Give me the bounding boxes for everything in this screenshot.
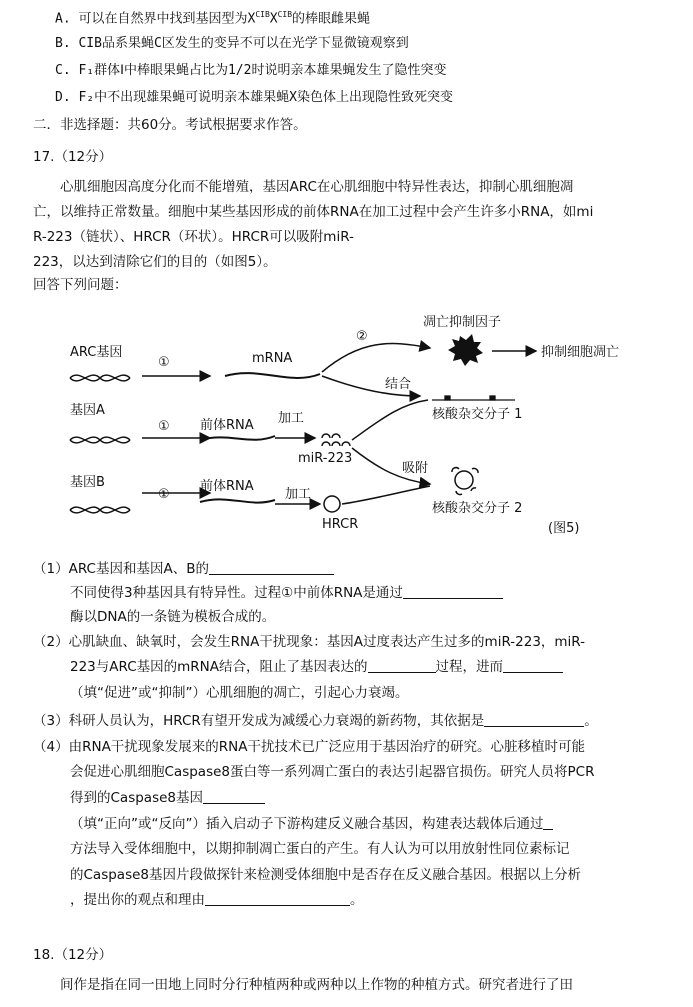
pre-rna-b-strand xyxy=(200,499,275,502)
q17-sub2-line2: 223与ARC基因的mRNA结合，阻止了基因表达的 过程，进而 xyxy=(70,658,563,676)
answer-blank-8[interactable] xyxy=(205,891,350,906)
label-inhibit-apoptosis: 抑制细胞凋亡 xyxy=(541,345,620,360)
label-hrcr: HRCR xyxy=(322,517,359,532)
option-b: B. CIB品系果蝇C区发生的变异不可以在光学下显微镜观察到 xyxy=(55,36,409,51)
arrow-mir-bind xyxy=(352,400,428,440)
step2: ② xyxy=(356,329,368,344)
apoptosis-inhibitor-icon xyxy=(448,334,483,366)
label-hybrid-1: 核酸杂交分子 1 xyxy=(432,407,523,422)
option-d: D. F₂中不出现雄果蝇可说明亲本雄果蝇X染色体上出现隐性致死突变 xyxy=(55,90,453,105)
label-pre-rna-b: 前体RNA xyxy=(200,479,254,494)
option-a: A. 可以在自然界中找到基因型为$X^{CIB}X^{CIB}$的棒眼雌果蝇 xyxy=(55,10,371,27)
hybrid-molecule-1-icon xyxy=(432,396,515,400)
mir-223-icon xyxy=(322,434,350,446)
q17-sub4-line5: 方法导入受体细胞中，以期抑制凋亡蛋白的产生。有人认为可以用放射性同位素标记 xyxy=(70,841,570,857)
arrow-translation xyxy=(322,344,430,372)
q17-sub3: （3）科研人员认为，HRCR有望开发成为减缓心力衰竭的新药物，其依据是 。 xyxy=(33,713,598,729)
q17-paragraph-line4: 223，以达到清除它们的目的（如图5）。 xyxy=(33,254,277,270)
step1-a: ① xyxy=(158,419,170,434)
figure-caption: (图5) xyxy=(548,521,580,536)
pre-rna-a-strand xyxy=(200,436,275,440)
answer-blank-5[interactable] xyxy=(484,712,584,727)
q17-sub4-line2: 会促进心肌细胞Caspase8蛋白等一系列凋亡蛋白的表达引起器官损伤。研究人员将PCR xyxy=(70,764,595,780)
label-process-b: 加工 xyxy=(285,487,312,502)
q17-sub4-line1: （4）由RNA干扰现象发展来的RNA干扰技术已广泛应用于基因治疗的研究。心脏移植时可能 xyxy=(33,739,586,755)
q18-paragraph-line1: 间作是指在同一田地上同时分行种植两种或两种以上作物的种植方式。研究者进行了田 xyxy=(60,977,573,993)
label-adsorb: 吸附 xyxy=(402,461,429,476)
answer-blank-7[interactable] xyxy=(543,815,553,830)
step1-b: ① xyxy=(158,487,170,502)
question-18-header: 18.（12分） xyxy=(33,947,113,963)
label-arc-gene: ARC基因 xyxy=(70,345,123,360)
q17-sub4-line3: 得到的Caspase8基因 xyxy=(70,789,265,807)
answer-blank-3[interactable] xyxy=(368,658,436,673)
q17-paragraph-line2: 亡，以维持正常数量。细胞中某些基因形成的前体RNA在加工过程中会产生许多小RNA，如mi xyxy=(33,204,594,220)
question-17-header: 17.（12分） xyxy=(33,149,113,165)
label-mrna: mRNA xyxy=(252,351,293,366)
hybrid-molecule-2-icon xyxy=(452,468,478,495)
q17-paragraph-line3: R-223（链状）、HRCR（环状）。HRCR可以吸附miR- xyxy=(33,229,354,245)
answer-blank-4[interactable] xyxy=(503,658,563,673)
q17-sub4-line4: （填“正向”或“反向”）插入启动子下游构建反义融合基因，构建表达载体后通过 xyxy=(70,815,553,833)
q17-sub4-line6: 的Caspase8基因片段做探针来检测受体细胞中是否存在反义融合基因。根据以上分析 xyxy=(70,867,582,883)
q17-sub2-line1: （2）心肌缺血、缺氧时，会发生RNA干扰现象：基因A过度表达产生过多的miR-223，miR- xyxy=(33,634,586,650)
q17-sub1-line2: 不同使得3种基因具有特异性。过程①中前体RNA是通过 xyxy=(70,584,503,602)
label-process-a: 加工 xyxy=(278,411,305,426)
label-gene-a: 基因A xyxy=(70,403,105,418)
answer-blank-1[interactable] xyxy=(209,560,334,575)
dna-helix-a-icon xyxy=(70,437,130,443)
dna-helix-b-icon xyxy=(70,507,130,513)
label-bind: 结合 xyxy=(385,377,412,392)
hrcr-circle-icon xyxy=(324,496,340,512)
label-apoptosis-inhibitor: 凋亡抑制因子 xyxy=(423,315,502,330)
step1-arc: ① xyxy=(158,355,170,370)
label-hybrid-2: 核酸杂交分子 2 xyxy=(432,501,523,516)
q17-instruction: 回答下列问题： xyxy=(33,277,128,293)
q17-sub4-line7: ，提出你的观点和理由 。 xyxy=(70,892,364,908)
label-gene-b: 基因B xyxy=(70,475,105,490)
q17-sub2-line3: （填“促进”或“抑制”）心肌细胞的凋亡，引起心力衰竭。 xyxy=(70,685,409,701)
label-mir-223: miR-223 xyxy=(298,451,353,466)
q17-paragraph-line1: 心肌细胞因高度分化而不能增殖，基因ARC在心肌细胞中特异性表达，抑制心肌细胞凋 xyxy=(60,179,574,195)
figure-5-diagram xyxy=(60,300,660,545)
q17-sub1-line1: （1）ARC基因和基因A、B的 xyxy=(33,560,334,578)
dna-helix-arc-icon xyxy=(70,375,130,381)
section-heading: 二．非选择题：共60分。考试根据要求作答。 xyxy=(33,117,307,133)
answer-blank-2[interactable] xyxy=(403,584,503,599)
q17-sub1-line3: 酶以DNA的一条链为模板合成的。 xyxy=(70,609,276,625)
answer-blank-6[interactable] xyxy=(203,789,265,804)
option-c: C. F₁群体Ⅰ中棒眼果蝇占比为1/2时说明亲本雄果蝇发生了隐性突变 xyxy=(55,63,447,78)
arrow-hrcr-adsorb xyxy=(342,486,430,504)
mrna-strand xyxy=(225,373,320,378)
label-pre-rna-a: 前体RNA xyxy=(200,418,254,433)
